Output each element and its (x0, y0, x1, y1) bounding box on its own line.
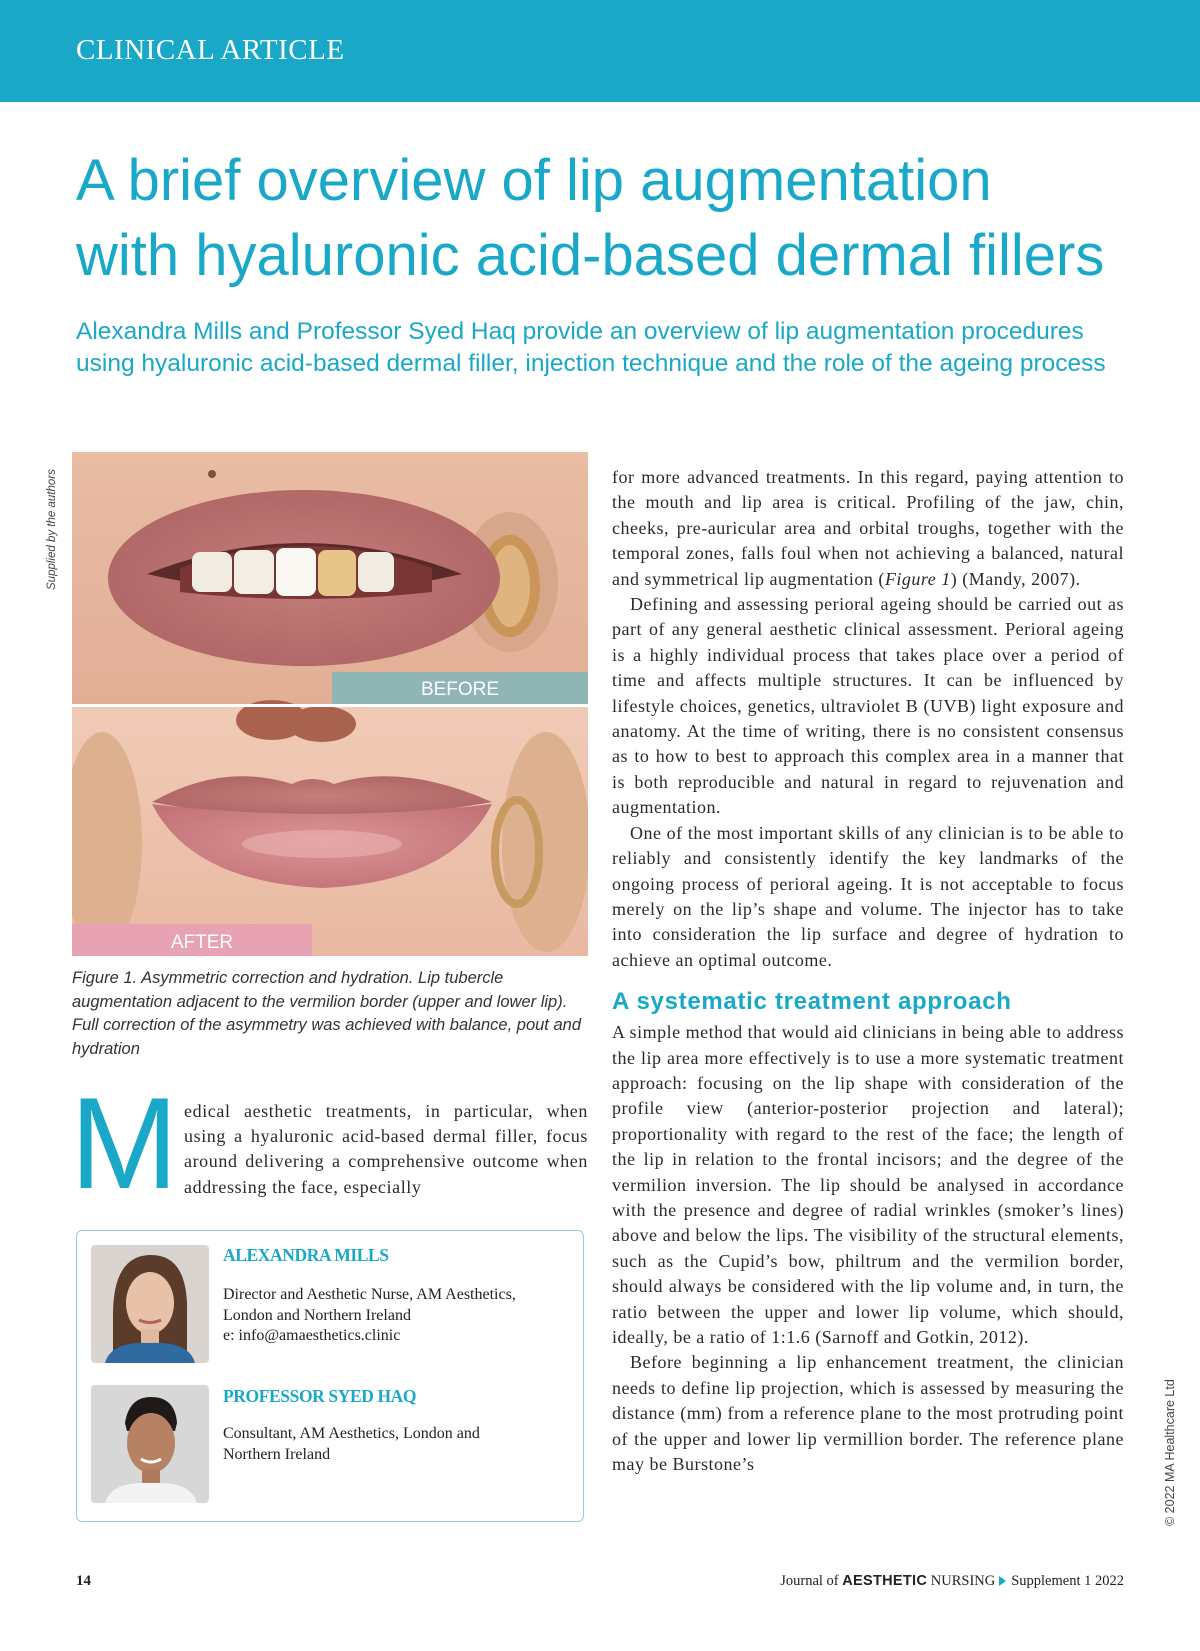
header-bar (0, 0, 1200, 102)
section-label: CLINICAL ARTICLE (76, 34, 345, 66)
body-paragraph-1-text: for more advanced treatments. In this regard, paying attention to the mouth and lip area is critical. Profiling of the jaw, chin, cheeks, pre-auricular area and orbital troughs, together with the temporal zones, falls foul when not achieving a balanced, natural and symmetrical lip augmentation ( (612, 467, 1124, 589)
body-paragraph-2: Defining and assessing perioral ageing should be carried out as part of any general aesthetic clinical assessment. Perioral ageing is a highly individual process that takes place over a period of time and affects multiple structures. It can be influenced by lifestyle choices, genetics, ultraviolet B (UVB) light exposure and anatomy. At the time of writing, there is no consistent consensus as to how to best to approach this complex area in a manner that is both reproducible and natural in regard to rejuvenation and augmentation. (612, 594, 1124, 818)
drop-cap: M (70, 1070, 179, 1216)
author-role-2-line-2: Northern Ireland (223, 1445, 331, 1463)
journal-footer (780, 1573, 1124, 1590)
article-title (76, 143, 1166, 293)
author-name-2: PROFESSOR SYED HAQ (223, 1386, 417, 1406)
page-number: 14 (76, 1573, 91, 1589)
body-paragraph-3: One of the most important skills of any clinician is to be able to reliably and consistently identify the key landmarks of the ongoing process of perioral ageing. It is not acceptable to focus merely on the lip’s shape and volume. The injector has to take into consideration the lip surface and degree of hydration to achieve an optimal outcome. (612, 822, 1124, 970)
body-paragraph-1 (612, 465, 1124, 592)
author-name-1: ALEXANDRA MILLS (223, 1245, 389, 1265)
journal-prefix: Journal of (780, 1573, 839, 1589)
photo-credit: Supplied by the authors (46, 469, 58, 590)
journal-brand: AESTHETIC (842, 1573, 928, 1589)
author-role-2 (223, 1424, 563, 1465)
intro-paragraph: edical aesthetic treatments, in particular, when using a hyaluronic acid-based dermal filler, focus around delivering a comprehensive outcome when addressing the face, especially (184, 1101, 588, 1197)
title-line-2: with hyaluronic acid-based dermal fillers (76, 223, 1105, 288)
author-role-2-line-1: Consultant, AM Aesthetics, London and (223, 1425, 480, 1442)
body-paragraph-1-end: ) (Mandy, 2007). (950, 568, 1081, 589)
author-email[interactable]: e: info@amaesthetics.clinic (223, 1327, 401, 1344)
copyright-notice: © 2022 MA Healthcare Ltd (1163, 1379, 1177, 1526)
subheading: A systematic treatment approach (612, 988, 1012, 1016)
before-label: BEFORE (420, 679, 500, 700)
triangle-icon (999, 1576, 1006, 1586)
after-panel (72, 700, 588, 956)
figure-reference: Figure 1 (884, 568, 951, 589)
title-line-1: A brief overview of lip augmentation (76, 148, 992, 213)
journal-issue: Supplement 1 2022 (1011, 1573, 1124, 1589)
figure-caption: Figure 1. Asymmetric correction and hydration. Lip tubercle augmentation adjacent to the vermilion border (upper and lower lip). Full correction of the asymmetry was achieved with balance, pout and hydration (72, 969, 582, 1058)
before-panel (72, 452, 588, 704)
standfirst: Alexandra Mills and Professor Syed Haq provide an overview of lip augmentation procedures using hyaluronic acid-based dermal filler, injection technique and the role of the ageing process (76, 318, 1106, 377)
body-paragraph-5: Before beginning a lip enhancement treatment, the clinician needs to define lip projection, which is assessed by measuring the distance (mm) from a reference plane to the most protruding point of the upper and lower lip vermillion border. The reference plane may be Burstone’s (612, 1352, 1124, 1475)
journal-suffix: NURSING (930, 1573, 996, 1589)
before-after-photo (72, 452, 588, 956)
avatar-syed-haq (91, 1385, 209, 1503)
author-role-1-line-2: London and Northern Ireland (223, 1306, 411, 1324)
body-paragraph-4: A simple method that would aid clinicians in being able to address the lip area more effectively is to use a more systematic treatment approach: focusing on the lip shape with consideration of the profile view (anterior-posterior projection and lateral); proportionality with regard to the rest of the face; the length of the lip in relation to the frontal incisors; and the degree of the vermilion inversion. The lip should be analysed in accordance with the presence and degree of radial wrinkles (smoker’s lines) above and below the lips. The visibility of the structural elements, such as the Cupid’s bow, philtrum and the vermilion border, should always be considered with the lip volume and, in turn, the ratio between the upper and lower lip volume, which should, ideally, be a ratio of 1:1.6 (Sarnoff and Gotkin, 2012). (612, 1022, 1124, 1347)
after-label: AFTER (170, 932, 234, 953)
author-role-1-line-1: Director and Aesthetic Nurse, AM Aesthetics, (223, 1286, 516, 1303)
author-role-1 (223, 1285, 563, 1347)
avatar-alexandra-mills (91, 1245, 209, 1363)
author-box (76, 1230, 584, 1522)
right-column (612, 465, 1124, 1477)
